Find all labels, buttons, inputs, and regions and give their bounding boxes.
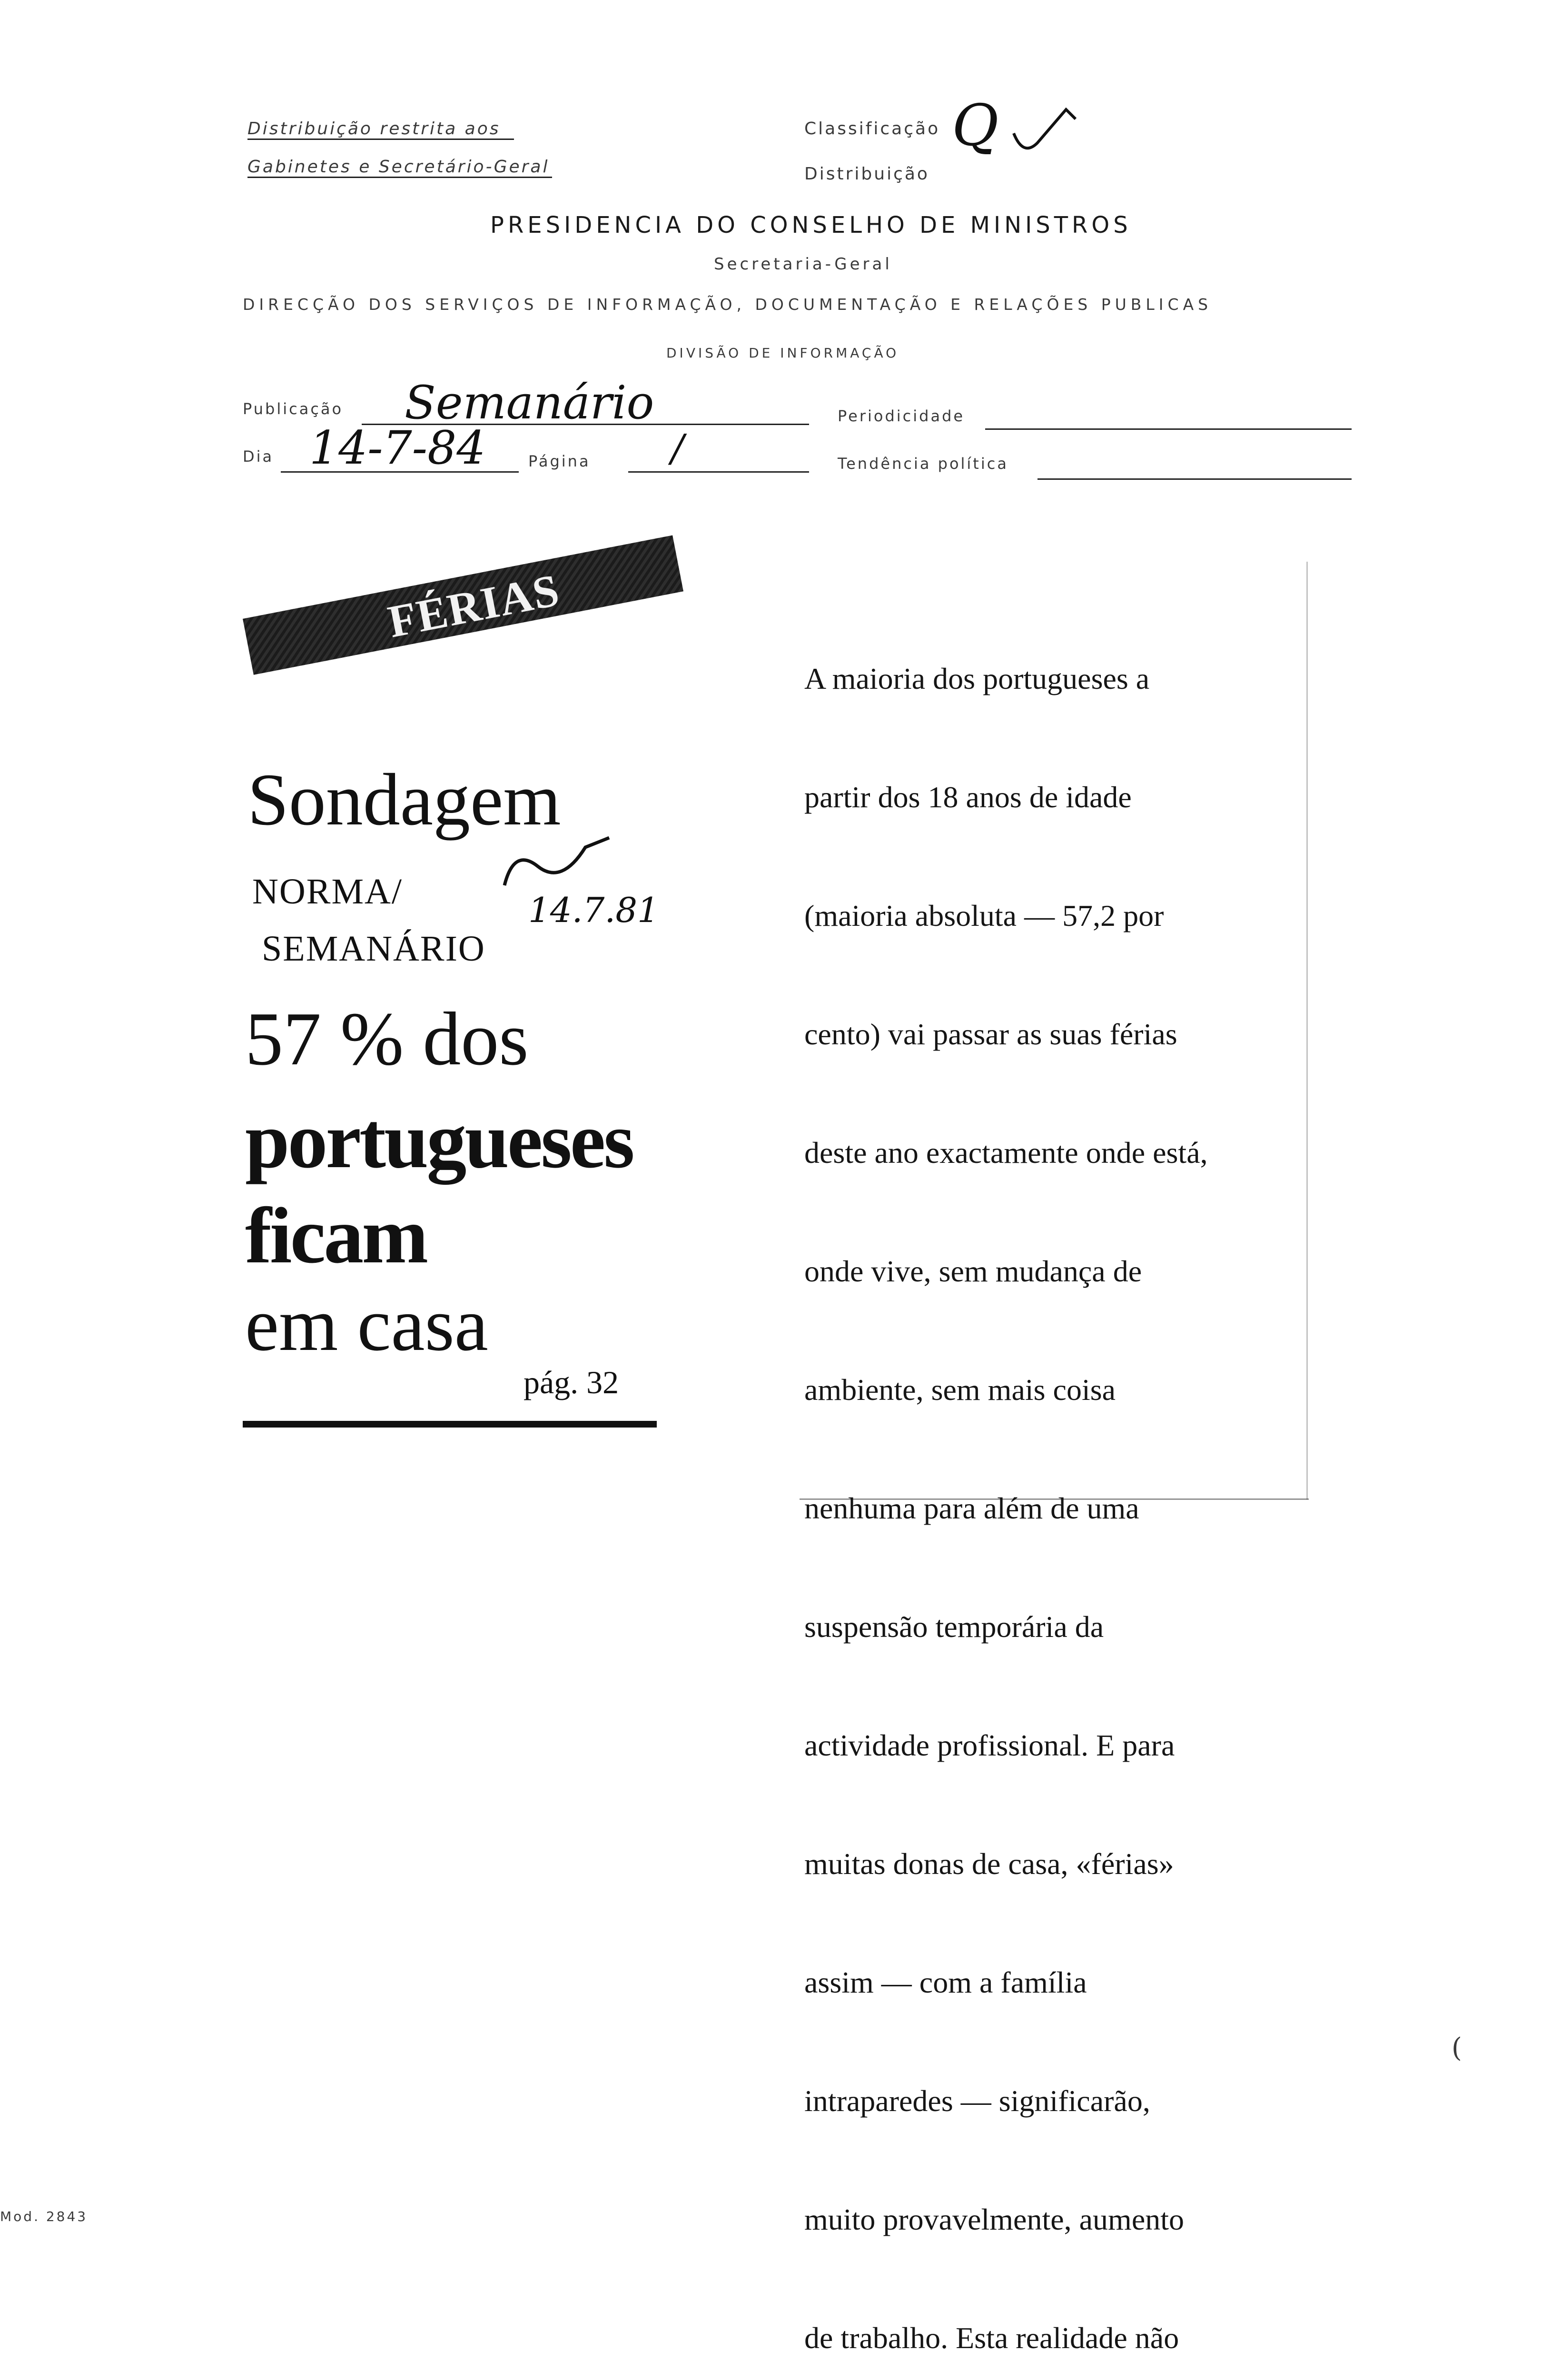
body-line: deste ano exactamente onde está, — [804, 1136, 1208, 1170]
body-line: ambiente, sem mais coisa — [804, 1373, 1116, 1407]
body-line: suspensão temporária da — [804, 1610, 1104, 1644]
classification-handwritten-mark: Q — [952, 93, 999, 159]
handwritten-checkmark-icon — [1009, 100, 1080, 162]
classification-label: Classificação — [804, 119, 940, 139]
distribution-restricted-line2: Gabinetes e Secretário-Geral — [247, 157, 552, 178]
big-headline-line4: em casa — [245, 1282, 488, 1367]
body-line: partir dos 18 anos de idade — [804, 780, 1132, 814]
sondagem-headline: Sondagem — [247, 758, 561, 841]
clipping-bottom-rule — [243, 1421, 657, 1428]
ferias-banner-text: FÉRIAS — [384, 564, 564, 647]
handwritten-date-note: 14.7.81 — [528, 890, 659, 930]
body-line: A maioria dos portugueses a — [804, 662, 1150, 695]
body-line: muitas donas de casa, «férias» — [804, 1847, 1174, 1881]
presidency-title: PRESIDENCIA DO CONSELHO DE MINISTROS — [490, 212, 1132, 238]
periodicity-label: Periodicidade — [838, 407, 965, 425]
ferias-banner — [243, 535, 683, 674]
clipping-right-edge — [1306, 562, 1308, 1499]
body-line: (maioria absoluta — 57,2 por — [804, 899, 1164, 932]
page-label: Página — [528, 452, 591, 470]
page-handwritten-value: / — [671, 426, 684, 470]
form-code: Mod. 2843 — [0, 2209, 88, 2224]
body-line: de trabalho. Esta realidade não — [804, 2321, 1179, 2355]
body-line: cento) vai passar as suas férias — [804, 1017, 1177, 1051]
clipping-cut-edge — [800, 1498, 1309, 1500]
body-line: actividade profissional. E para — [804, 1728, 1175, 1762]
big-headline-line1: 57 % dos — [245, 996, 529, 1081]
body-line: nenhuma para além de uma — [804, 1491, 1139, 1525]
directorate-line: DIRECÇÃO DOS SERVIÇOS DE INFORMAÇÃO, DOCUMENTAÇÃO E RELAÇÕES PUBLICAS — [243, 295, 1213, 314]
body-line: assim — com a família — [804, 1965, 1087, 1999]
big-headline-line2: portugueses — [245, 1096, 633, 1185]
source-semanario: SEMANÁRIO — [262, 929, 485, 969]
publication-label: Publicação — [243, 400, 344, 418]
source-norma: NORMA/ — [252, 872, 403, 912]
periodicity-line — [985, 428, 1352, 430]
day-handwritten-value: 14-7-84 — [309, 421, 486, 475]
body-line: onde vive, sem mudança de — [804, 1254, 1142, 1288]
distribution-label: Distribuição — [804, 164, 929, 184]
margin-mark: ( — [1452, 2033, 1462, 2063]
information-division: DIVISÃO DE INFORMAÇÃO — [666, 345, 899, 361]
political-tendency-label: Tendência política — [838, 455, 1008, 473]
general-secretariat: Secretaria-Geral — [714, 255, 892, 274]
page-line — [628, 471, 809, 473]
body-line: muito provavelmente, aumento — [804, 2202, 1184, 2236]
page-reference: pág. 32 — [524, 1364, 619, 1400]
political-tendency-line — [1037, 478, 1352, 480]
distribution-restricted-line1: Distribuição restrita aos — [247, 119, 514, 140]
article-body — [804, 580, 1208, 2380]
publication-handwritten-value: Semanário — [405, 376, 654, 429]
body-line: intraparedes — significarão, — [804, 2084, 1150, 2118]
day-label: Dia — [243, 447, 274, 466]
big-headline-line3: ficam — [245, 1191, 427, 1280]
